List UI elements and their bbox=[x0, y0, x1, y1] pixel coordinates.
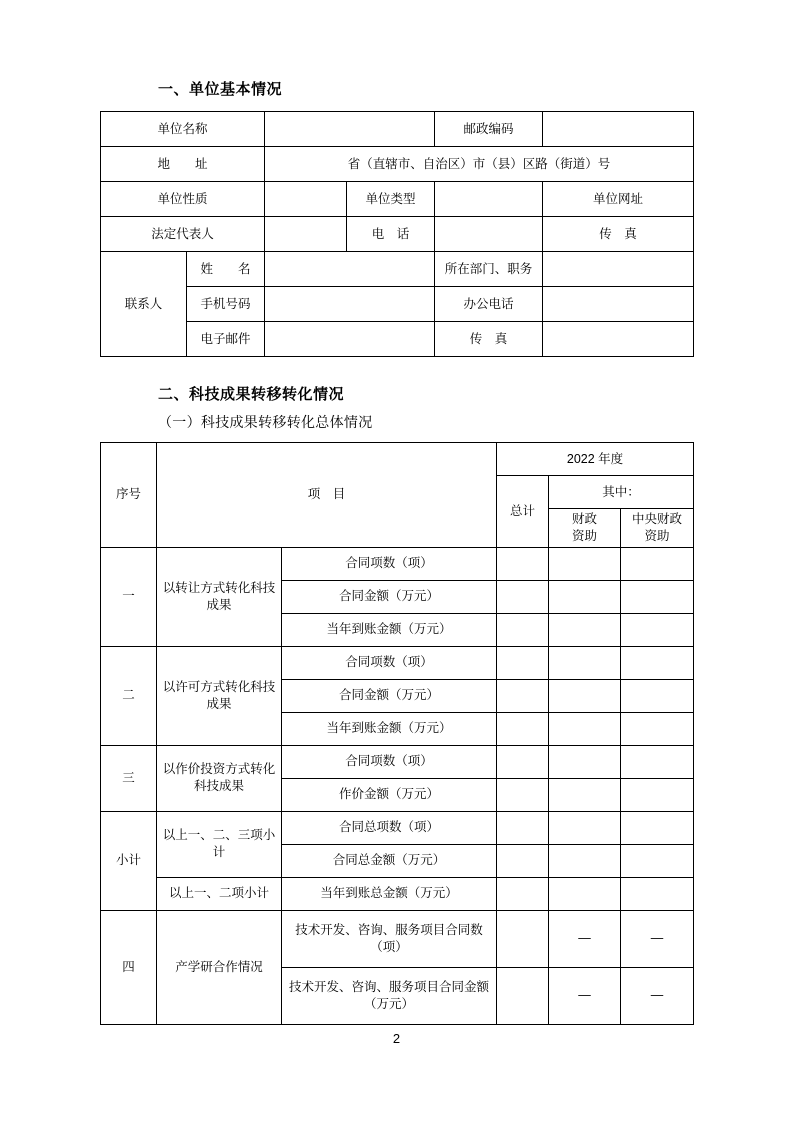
unit-nature-value[interactable] bbox=[265, 182, 347, 217]
cell-dash: — bbox=[549, 967, 621, 1024]
fax-label: 传 真 bbox=[543, 217, 694, 252]
item-label: 技术开发、咨询、服务项目合同数（项） bbox=[282, 910, 497, 967]
cell-fiscal[interactable] bbox=[549, 877, 621, 910]
cell-fiscal[interactable] bbox=[549, 580, 621, 613]
cell-central-fiscal[interactable] bbox=[621, 580, 694, 613]
phone-label: 电 话 bbox=[347, 217, 435, 252]
unit-nature-label: 单位性质 bbox=[101, 182, 265, 217]
email-value[interactable] bbox=[265, 322, 435, 357]
cell-central-fiscal[interactable] bbox=[621, 811, 694, 844]
contact-label: 联系人 bbox=[101, 252, 187, 357]
cell-fiscal[interactable] bbox=[549, 712, 621, 745]
item-label: 合同项数（项） bbox=[282, 547, 497, 580]
cell-dash: — bbox=[621, 910, 694, 967]
cell-total[interactable] bbox=[497, 547, 549, 580]
cell-fiscal[interactable] bbox=[549, 745, 621, 778]
contact-name-value[interactable] bbox=[265, 252, 435, 287]
cell-fiscal[interactable] bbox=[549, 844, 621, 877]
unit-name-value[interactable] bbox=[265, 112, 435, 147]
table-row bbox=[101, 287, 694, 322]
mobile-value[interactable] bbox=[265, 287, 435, 322]
dept-position-value[interactable] bbox=[543, 252, 694, 287]
contact-name-label: 姓 名 bbox=[187, 252, 265, 287]
unit-website-label: 单位网址 bbox=[543, 182, 694, 217]
office-phone-label: 办公电话 bbox=[435, 287, 543, 322]
office-phone-value[interactable] bbox=[543, 287, 694, 322]
unit-type-label: 单位类型 bbox=[347, 182, 435, 217]
section-two-heading: 二、科技成果转移转化情况 bbox=[158, 386, 345, 403]
cell-central-fiscal[interactable] bbox=[621, 877, 694, 910]
item-label: 合同金额（万元） bbox=[282, 679, 497, 712]
cell-total[interactable] bbox=[497, 877, 549, 910]
table-header-row bbox=[101, 443, 694, 476]
cell-fiscal[interactable] bbox=[549, 778, 621, 811]
unit-basic-info-table-wrap bbox=[100, 111, 693, 357]
cell-fiscal[interactable] bbox=[549, 613, 621, 646]
item-label: 合同项数（项） bbox=[282, 646, 497, 679]
cell-total[interactable] bbox=[497, 967, 549, 1024]
transfer-stats-table bbox=[100, 442, 694, 1025]
table-row bbox=[101, 112, 694, 147]
cell-total[interactable] bbox=[497, 811, 549, 844]
cell-fiscal[interactable] bbox=[549, 811, 621, 844]
cell-total[interactable] bbox=[497, 580, 549, 613]
cell-total[interactable] bbox=[497, 844, 549, 877]
section-two-subheading: （一）科技成果转移转化总体情况 bbox=[158, 414, 373, 430]
cell-dash: — bbox=[621, 967, 694, 1024]
table-row bbox=[101, 252, 694, 287]
item-label: 当年到账金额（万元） bbox=[282, 712, 497, 745]
table-row bbox=[101, 811, 694, 844]
postal-code-label: 邮政编码 bbox=[435, 112, 543, 147]
header-year: 2022 年度 bbox=[497, 443, 694, 476]
transfer-stats-table-wrap bbox=[100, 442, 693, 1025]
header-fiscal-support: 财政 资助 bbox=[549, 509, 621, 548]
group-seq: 小计 bbox=[101, 811, 157, 910]
table-row bbox=[101, 745, 694, 778]
table-row bbox=[101, 877, 694, 910]
cell-fiscal[interactable] bbox=[549, 646, 621, 679]
group-seq: 一 bbox=[101, 547, 157, 646]
table-row bbox=[101, 217, 694, 252]
mobile-label: 手机号码 bbox=[187, 287, 265, 322]
group-name: 以作价投资方式转化科技成果 bbox=[157, 745, 282, 811]
item-label: 作价金额（万元） bbox=[282, 778, 497, 811]
fax2-label: 传 真 bbox=[435, 322, 543, 357]
group-name: 以转让方式转化科技成果 bbox=[157, 547, 282, 646]
address-value[interactable]: 省（直辖市、自治区）市（县）区路（街道）号 bbox=[265, 147, 694, 182]
cell-fiscal[interactable] bbox=[549, 547, 621, 580]
phone-value[interactable] bbox=[435, 217, 543, 252]
item-label: 合同项数（项） bbox=[282, 745, 497, 778]
postal-code-value[interactable] bbox=[543, 112, 694, 147]
cell-total[interactable] bbox=[497, 910, 549, 967]
page-number: 2 bbox=[392, 1031, 401, 1046]
cell-central-fiscal[interactable] bbox=[621, 679, 694, 712]
item-label: 合同总金额（万元） bbox=[282, 844, 497, 877]
item-label: 当年到账金额（万元） bbox=[282, 613, 497, 646]
group-name: 以上一、二项小计 bbox=[157, 877, 282, 910]
header-among: 其中： bbox=[549, 476, 694, 509]
table-row bbox=[101, 646, 694, 679]
section-one-heading: 一、单位基本情况 bbox=[158, 81, 283, 98]
fax2-value[interactable] bbox=[543, 322, 694, 357]
cell-fiscal[interactable] bbox=[549, 679, 621, 712]
email-label: 电子邮件 bbox=[187, 322, 265, 357]
table-row bbox=[101, 547, 694, 580]
group-seq: 二 bbox=[101, 646, 157, 745]
group-seq: 四 bbox=[101, 910, 157, 1024]
cell-central-fiscal[interactable] bbox=[621, 745, 694, 778]
item-label: 合同总项数（项） bbox=[282, 811, 497, 844]
cell-total[interactable] bbox=[497, 745, 549, 778]
item-label: 技术开发、咨询、服务项目合同金额（万元） bbox=[282, 967, 497, 1024]
cell-total[interactable] bbox=[497, 646, 549, 679]
item-label: 合同金额（万元） bbox=[282, 580, 497, 613]
group-name: 以许可方式转化科技成果 bbox=[157, 646, 282, 745]
cell-dash: — bbox=[549, 910, 621, 967]
cell-total[interactable] bbox=[497, 778, 549, 811]
header-item: 项 目 bbox=[157, 443, 497, 548]
cell-central-fiscal[interactable] bbox=[621, 778, 694, 811]
group-name: 以上一、二、三项小计 bbox=[157, 811, 282, 877]
cell-central-fiscal[interactable] bbox=[621, 547, 694, 580]
header-central-fiscal-support: 中央财政 资助 bbox=[621, 509, 694, 548]
cell-central-fiscal[interactable] bbox=[621, 844, 694, 877]
cell-total[interactable] bbox=[497, 712, 549, 745]
group-seq: 三 bbox=[101, 745, 157, 811]
cell-total[interactable] bbox=[497, 679, 549, 712]
table-row bbox=[101, 910, 694, 967]
table-row bbox=[101, 182, 694, 217]
item-label: 当年到账总金额（万元） bbox=[282, 877, 497, 910]
cell-central-fiscal[interactable] bbox=[621, 646, 694, 679]
table-row bbox=[101, 322, 694, 357]
address-label: 地 址 bbox=[101, 147, 265, 182]
group-name: 产学研合作情况 bbox=[157, 910, 282, 1024]
legal-rep-value[interactable] bbox=[265, 217, 347, 252]
unit-basic-info-table bbox=[100, 111, 694, 357]
unit-name-label: 单位名称 bbox=[101, 112, 265, 147]
cell-central-fiscal[interactable] bbox=[621, 613, 694, 646]
cell-total[interactable] bbox=[497, 613, 549, 646]
table-row bbox=[101, 147, 694, 182]
cell-central-fiscal[interactable] bbox=[621, 712, 694, 745]
header-seq: 序号 bbox=[101, 443, 157, 548]
unit-type-value[interactable] bbox=[435, 182, 543, 217]
dept-position-label: 所在部门、职务 bbox=[435, 252, 543, 287]
header-total: 总计 bbox=[497, 476, 549, 548]
legal-rep-label: 法定代表人 bbox=[101, 217, 265, 252]
